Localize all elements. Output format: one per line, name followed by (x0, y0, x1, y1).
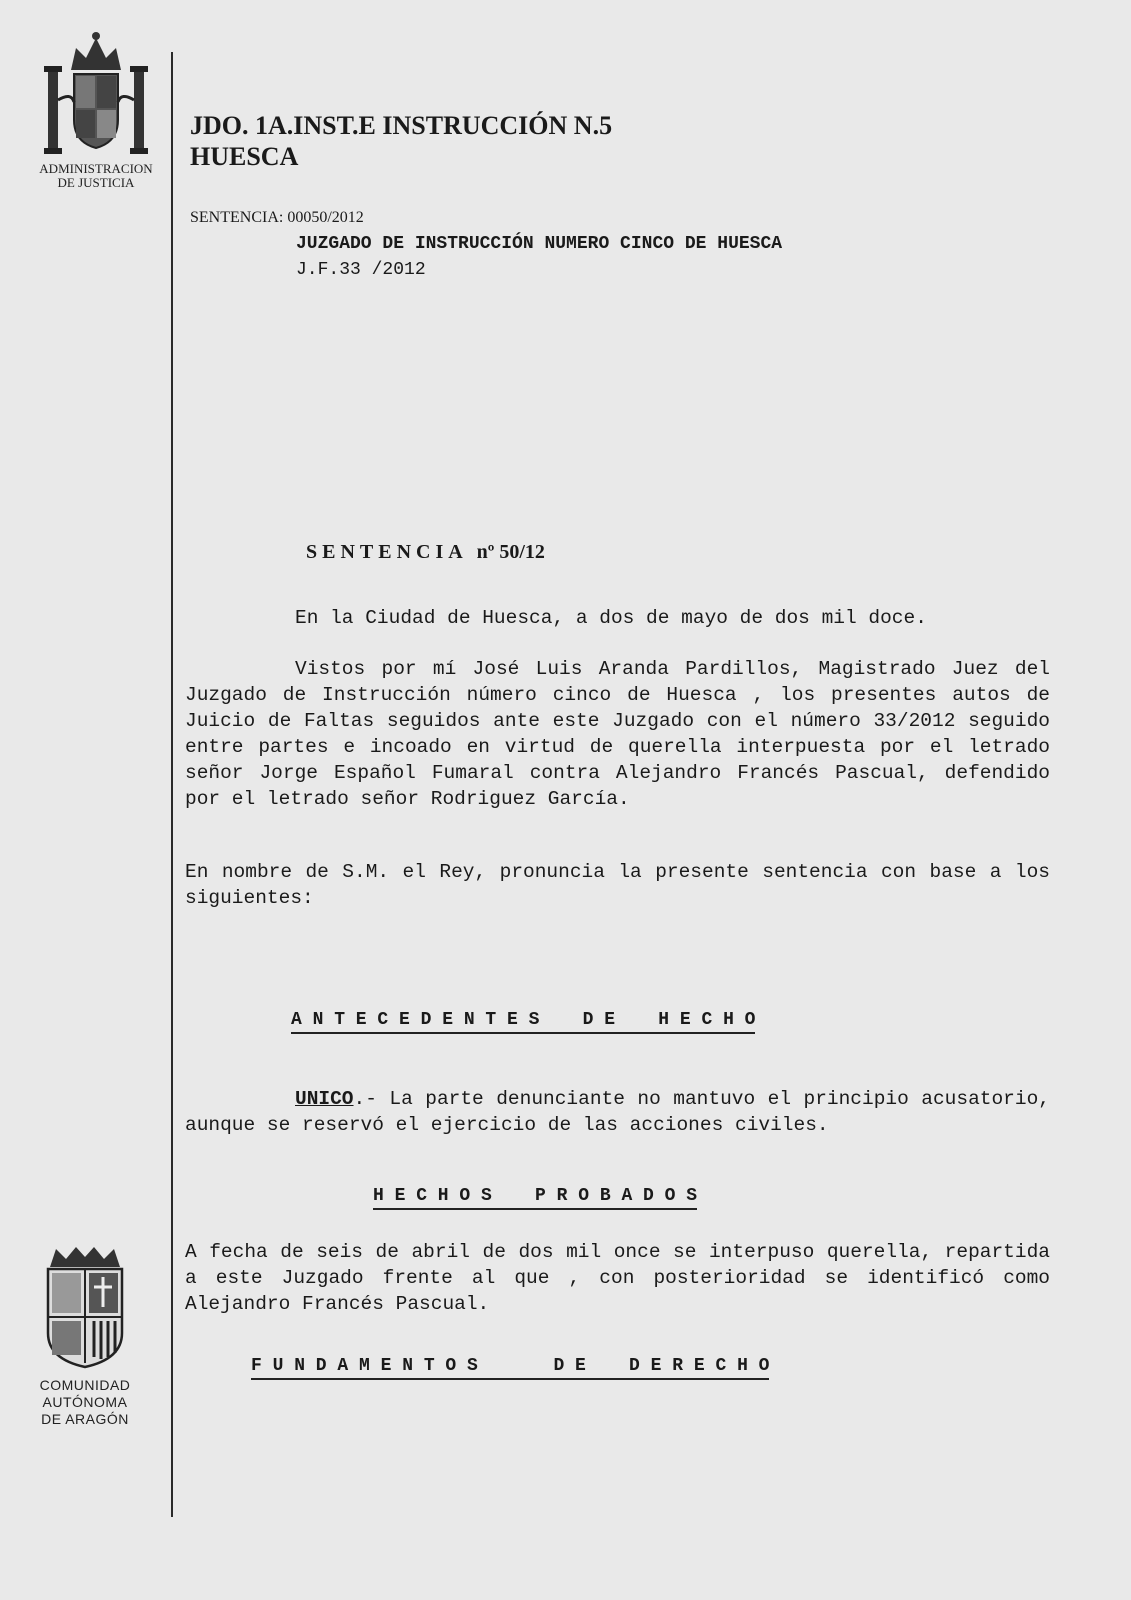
logo-caption-line: DE JUSTICIA (57, 175, 135, 190)
en-nombre-paragraph: En nombre de S.M. el Rey, pronuncia la presente sentencia con base a los siguientes: (185, 861, 1050, 909)
court-city: HUESCA (190, 142, 299, 171)
antecedentes-heading: A N T E C E D E N T E S D E H E C H O (291, 1010, 755, 1034)
logo-caption (30, 1377, 140, 1428)
spanish-coat-of-arms-icon (36, 30, 156, 158)
case-reference: J.F.33 /2012 (296, 260, 426, 280)
aragon-coat-of-arms-icon (42, 1245, 128, 1369)
logo-caption (28, 162, 164, 190)
title-number: nº 50/12 (476, 541, 545, 563)
vistos-paragraph: Vistos por mí José Luis Aranda Pardillos, Magistrado Juez del Juzgado de Instrucción número cinco de Huesca , los presentes autos de Juicio de Faltas seguidos ante este Juzgado con el número 33/2012 seguido entre partes e incoado en virtud de querella interpuesta por el letrado señor Jorge Español Fumaral contra Alejandro Francés Pascual, defendido por el letrado señor Rodriguez García. (185, 658, 1050, 810)
document-title (306, 541, 545, 564)
date-paragraph: En la Ciudad de Huesca, a dos de mayo de dos mil doce. (295, 607, 927, 629)
hechos-paragraph: A fecha de seis de abril de dos mil once se interpuso querella, repartida a este Juzgado frente al que , con posterioridad se identificó como Alejandro Francés Pascual. (185, 1241, 1050, 1315)
court-full-name: JUZGADO DE INSTRUCCIÓN NUMERO CINCO DE HUESCA (296, 234, 783, 254)
court-header-block (296, 231, 782, 283)
court-name: JDO. 1A.INST.E INSTRUCCIÓN N.5 (190, 111, 613, 140)
hechos-probados-heading: H E C H O S P R O B A D O S (373, 1186, 697, 1210)
logo-caption-line: ADMINISTRACION (39, 161, 153, 176)
court-heading (190, 110, 612, 172)
logo-caption-line: AUTÓNOMA (42, 1394, 128, 1410)
fundamentos-heading: F U N D A M E N T O S D E D E R E C H O (251, 1356, 769, 1380)
aragon-logo (30, 1245, 140, 1428)
margin-rule (171, 52, 173, 1517)
unico-label: UNICO (295, 1088, 354, 1110)
title-word: SENTENCIA (306, 541, 467, 563)
sentencia-number: SENTENCIA: 00050/2012 (190, 209, 364, 226)
logo-caption-line: COMUNIDAD (39, 1377, 131, 1393)
logo-caption-line: DE ARAGÓN (41, 1411, 129, 1427)
unico-paragraph (185, 1086, 1050, 1138)
justice-administration-logo (28, 30, 164, 190)
unico-text: .- La parte denunciante no mantuvo el principio acusatorio, aunque se reservó el ejercicio de las acciones civiles. (185, 1088, 1050, 1136)
